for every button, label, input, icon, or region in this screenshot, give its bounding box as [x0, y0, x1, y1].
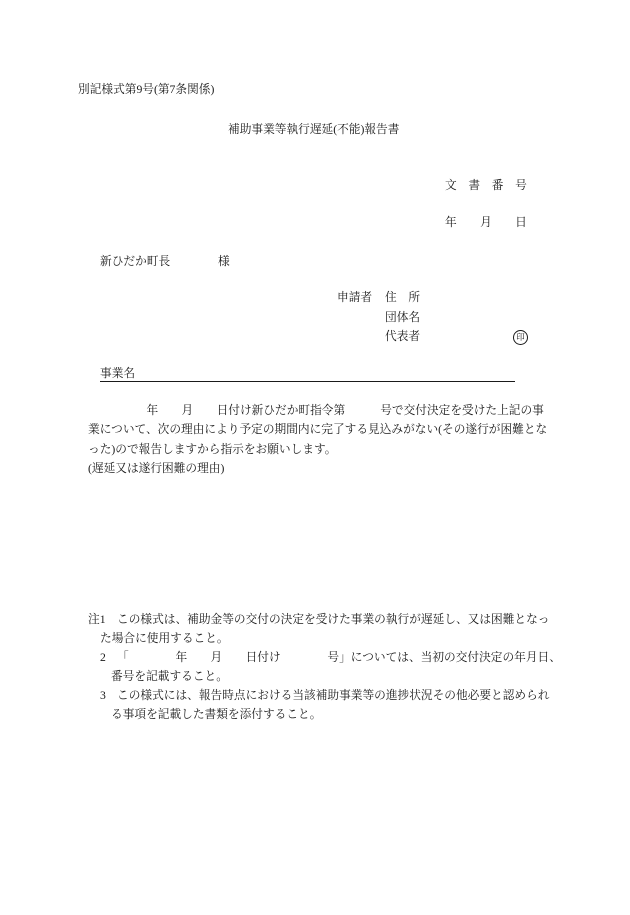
note-line: この様式は、補助金等の交付の決定を受けた事業の執行が遅延し、又は困難となっ — [117, 613, 550, 626]
body-line: った)ので報告しますから指示をお願いします。 — [88, 442, 337, 456]
date-label: 年 月 日 — [445, 216, 527, 229]
document-number-label: 文 書 番 号 — [445, 179, 527, 192]
project-name-field: 事業名 — [100, 364, 515, 382]
applicant-organization-label: 団体名 — [385, 311, 421, 324]
body-line: 業について、次の理由により予定の期間内に完了する見込みがない(その遂行が困難とな — [88, 423, 548, 437]
form-number-label: 別記様式第9号(第7条関係) — [78, 83, 215, 96]
applicant-address-label: 住 所 — [385, 291, 421, 304]
note-marker: 注1 — [88, 613, 106, 626]
addressee-honorific: 様 — [218, 255, 230, 268]
note-line: この様式には、報告時点における当該補助事業等の進捗状況その他必要と認められ — [117, 689, 550, 702]
note-line: 「 年 月 日付け 号」については、当初の交付決定の年月日、 — [117, 651, 561, 664]
note-marker: 2 — [100, 651, 106, 664]
body-line: 年 月 日付け新ひだか町指令第 号で交付決定を受けた上記の事 — [88, 404, 544, 417]
document-title: 補助事業等執行遅延(不能)報告書 — [228, 123, 400, 136]
applicant-representative-label: 代表者 — [385, 330, 421, 343]
report-body — [88, 401, 547, 478]
note-line: 番号を記載すること。 — [111, 670, 228, 683]
applicant-label: 申請者 — [337, 291, 373, 304]
note-marker: 3 — [100, 689, 106, 702]
addressee-name: 新ひだか町長 — [100, 255, 171, 268]
seal-mark: 印 — [513, 330, 528, 345]
note-line: る事項を記載した書類を添付すること。 — [111, 708, 322, 721]
reason-label: (遅延又は遂行困難の理由) — [88, 461, 225, 475]
note-line: た場合に使用すること。 — [100, 632, 229, 645]
